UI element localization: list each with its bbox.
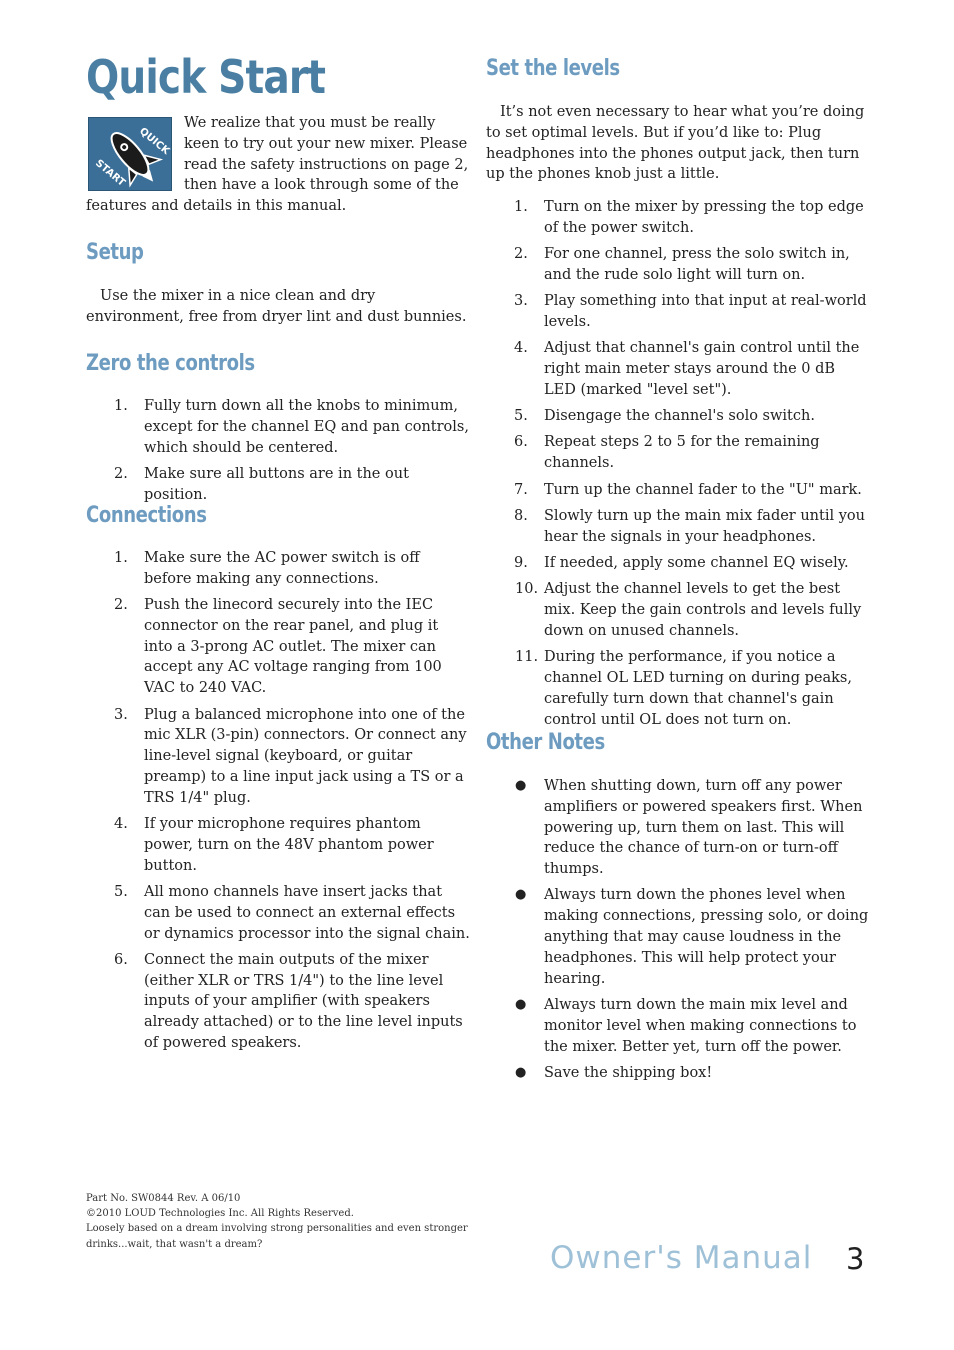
levels-heading: Set the levels: [486, 56, 620, 81]
setup-heading: Setup: [86, 240, 144, 265]
connections-heading: Connections: [86, 503, 207, 528]
footer-note: drinks...wait, that wasn't a dream?: [86, 1238, 263, 1250]
quick-start-rocket-icon: [88, 117, 172, 191]
list-item: 7. Turn up the channel fader to the "U" mark.: [514, 481, 862, 498]
intro-block: [86, 113, 470, 217]
list-item: 9. If needed, apply some channel EQ wisely.: [514, 554, 849, 571]
svg-text:QUICK: QUICK: [137, 125, 171, 158]
list-item: 6. Repeat steps 2 to 5 for the remaining channels.: [514, 434, 820, 472]
manual-label: Owner's Manual: [550, 1240, 813, 1276]
list-item: ● When shutting down, turn off any power amplifiers or powered speakers first. When powering up, turn them on last. This will reduce the chance of turn-on or turn-off thumps.: [515, 778, 863, 878]
footer-note: Loosely based on a dream involving strong personalities and even stronger: [86, 1223, 468, 1235]
list-item: ● Always turn down the main mix level and monitor level when making connections to the mixer. Better yet, turn off the power.: [515, 996, 857, 1055]
other-notes-heading: Other Notes: [486, 730, 605, 755]
levels-list: [486, 197, 870, 736]
other-notes-list: [486, 776, 870, 1089]
list-item: 2. Push the linecord securely into the IEC connector on the rear panel, and plug it into a 3-prong AC outlet. The mixer can accept any AC voltage ranging from 100 VAC to 240 VAC.: [114, 597, 442, 697]
list-item: 8. Slowly turn up the main mix fader until you hear the signals in your headphones.: [514, 507, 865, 545]
setup-text: Use the mixer in a nice clean and dry environment, free from dryer lint and dust bunnies.: [86, 288, 467, 325]
zero-controls-heading: Zero the controls: [86, 351, 255, 376]
footer-legal: [86, 1191, 466, 1252]
page-title: Quick Start: [86, 50, 326, 104]
list-item: ● Always turn down the phones level when making connections, pressing solo, or doing anything that may cause loudness in the headphones. This will help protect your hearing.: [515, 887, 869, 987]
list-item: 6. Connect the main outputs of the mixer (either XLR or TRS 1/4") to the line level inputs of your amplifier (with speakers already attached) or to the line level inputs of powered speakers.: [114, 951, 463, 1052]
list-item: 11. During the performance, if you notice a channel OL LED turning on during peaks, carefully turn down that channel's gain control until OL does not turn on.: [515, 649, 852, 728]
zero-controls-list: [86, 396, 470, 511]
copyright: ©2010 LOUD Technologies Inc. All Rights Reserved.: [86, 1208, 354, 1220]
part-number: Part No. SW0844 Rev. A 06/10: [86, 1193, 241, 1204]
intro-text: We realize that you must be really keen to try out your new mixer. Please read the safety instructions on page 2, then have a look through some of the features and details in this manual.: [86, 115, 469, 215]
list-item: 2. Make sure all buttons are in the out position.: [114, 465, 409, 503]
list-item: 4. Adjust that channel's gain control until the right main meter stays around the 0 dB LED (marked "level set").: [514, 340, 860, 398]
list-item: 4. If your microphone requires phantom power, turn on the 48V phantom power button.: [114, 816, 434, 874]
list-item: 1. Make sure the AC power switch is off before making any connections.: [114, 550, 420, 587]
list-item: 2. For one channel, press the solo switch in, and the rude solo light will turn on.: [514, 246, 850, 283]
page-number: 3: [846, 1242, 865, 1276]
list-item: 1. Fully turn down all the knobs to minimum, except for the channel EQ and pan controls, which should be centered.: [114, 398, 469, 456]
list-item: 3. Play something into that input at real-world levels.: [514, 293, 867, 330]
list-item: 10. Adjust the channel levels to get the best mix. Keep the gain controls and levels fully down on unused channels.: [515, 581, 862, 639]
svg-text:START: START: [93, 157, 128, 189]
levels-intro: It’s not even necessary to hear what you’re doing to set optimal levels. But if you’d like to: Plug headphones into the phones output jack, then turn up the phones knob just a little.: [486, 104, 865, 183]
list-item: 5. All mono channels have insert jacks that can be used to connect an external effects or dynamics processor into the signal chain.: [114, 883, 470, 942]
list-item: 1. Turn on the mixer by pressing the top edge of the power switch.: [514, 199, 864, 236]
list-item: ● Save the shipping box!: [515, 1064, 713, 1081]
connections-list: [86, 548, 470, 1059]
list-item: 3. Plug a balanced microphone into one of the mic XLR (3-pin) connectors. Or connect any line-level signal (keyboard, or guitar preamp) to a line input jack using a TS or a TRS 1/4" plug.: [114, 706, 467, 806]
rocket-icon: [89, 118, 171, 190]
list-item: 5. Disengage the channel's solo switch.: [514, 408, 815, 425]
